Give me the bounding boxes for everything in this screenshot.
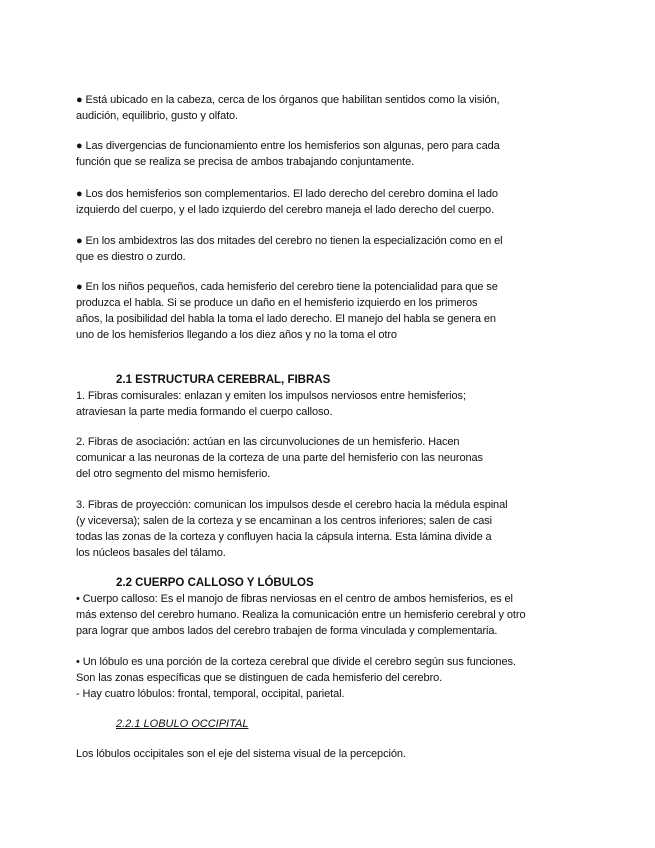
bullet-paragraph-ubicacion: ● Está ubicado en la cabeza, cerca de los órganos que habilitan sentidos como la visión, audición, equilibrio, gusto y olfato. (76, 94, 500, 122)
cuerpo-calloso-paragraph: • Cuerpo calloso: Es el manojo de fibras nerviosas en el centro de ambos hemisferios, es el más extenso del cerebro humano. Realiza la comunicación entre un hemisferio cerebral y otro para lograr que ambos lados del cerebro trabajen de forma vinculada y complementaria. (76, 593, 526, 637)
bullet-paragraph-ambidextros: ● En los ambidextros las dos mitades del cerebro no tienen la especialización como en el que es diestro o zurdo. (76, 235, 503, 263)
lobulo-paragraph: • Un lóbulo es una porción de la corteza cerebral que divide el cerebro según sus funciones. Son las zonas específicas que se distinguen de cada hemisferio del cerebro. - Hay cuatro lóbulos: frontal, temporal, occipital, parietal. (76, 656, 516, 700)
bullet-paragraph-ninos: ● En los niños pequeños, cada hemisferio del cerebro tiene la potencialidad para que se produzca el habla. Si se produce un daño en el hemisferio izquierdo en los primeros años, la posibilidad del habla la toma el lado derecho. El manejo del habla se genera en uno de los hemisferios llegando a los diez años y no la toma el otro (76, 281, 498, 341)
section-heading-2-1: 2.1 ESTRUCTURA CEREBRAL, FIBRAS (116, 374, 331, 386)
section-heading-2-2: 2.2 CUERPO CALLOSO Y LÓBULOS (116, 577, 314, 589)
bullet-paragraph-complementarios: ● Los dos hemisferios son complementarios. El lado derecho del cerebro domina el lado izquierdo del cuerpo, y el lado izquierdo del cerebro maneja el lado derecho del cuerpo. (76, 188, 498, 216)
bullet-paragraph-divergencias: ● Las divergencias de funcionamiento entre los hemisferios son algunas, pero para cada función que se realiza se precisa de ambos trabajando conjuntamente. (76, 140, 500, 168)
lobulo-occipital-paragraph: Los lóbulos occipitales son el eje del sistema visual de la percepción. (76, 748, 406, 760)
fibras-comisurales-paragraph: 1. Fibras comisurales: enlazan y emiten los impulsos nerviosos entre hemisferios; atraviesan la parte media formando el cuerpo calloso. (76, 390, 466, 418)
fibras-asociacion-paragraph: 2. Fibras de asociación: actúan en las circunvoluciones de un hemisferio. Hacen comunicar a las neuronas de la corteza de una parte del hemisferio con las neuronas del otro segmento del mismo hemisferio. (76, 436, 483, 480)
fibras-proyeccion-paragraph: 3. Fibras de proyección: comunican los impulsos desde el cerebro hacia la médula espinal (y viceversa); salen de la corteza y se encaminan a los centros inferiores; salen de casi todas las zonas de la corteza y confluyen hacia la cápsula interna. Esta lámina divide a los núcleos basales del tálamo. (76, 499, 508, 559)
section-heading-2-2-1: 2.2.1 LOBULO OCCIPITAL (116, 718, 249, 730)
